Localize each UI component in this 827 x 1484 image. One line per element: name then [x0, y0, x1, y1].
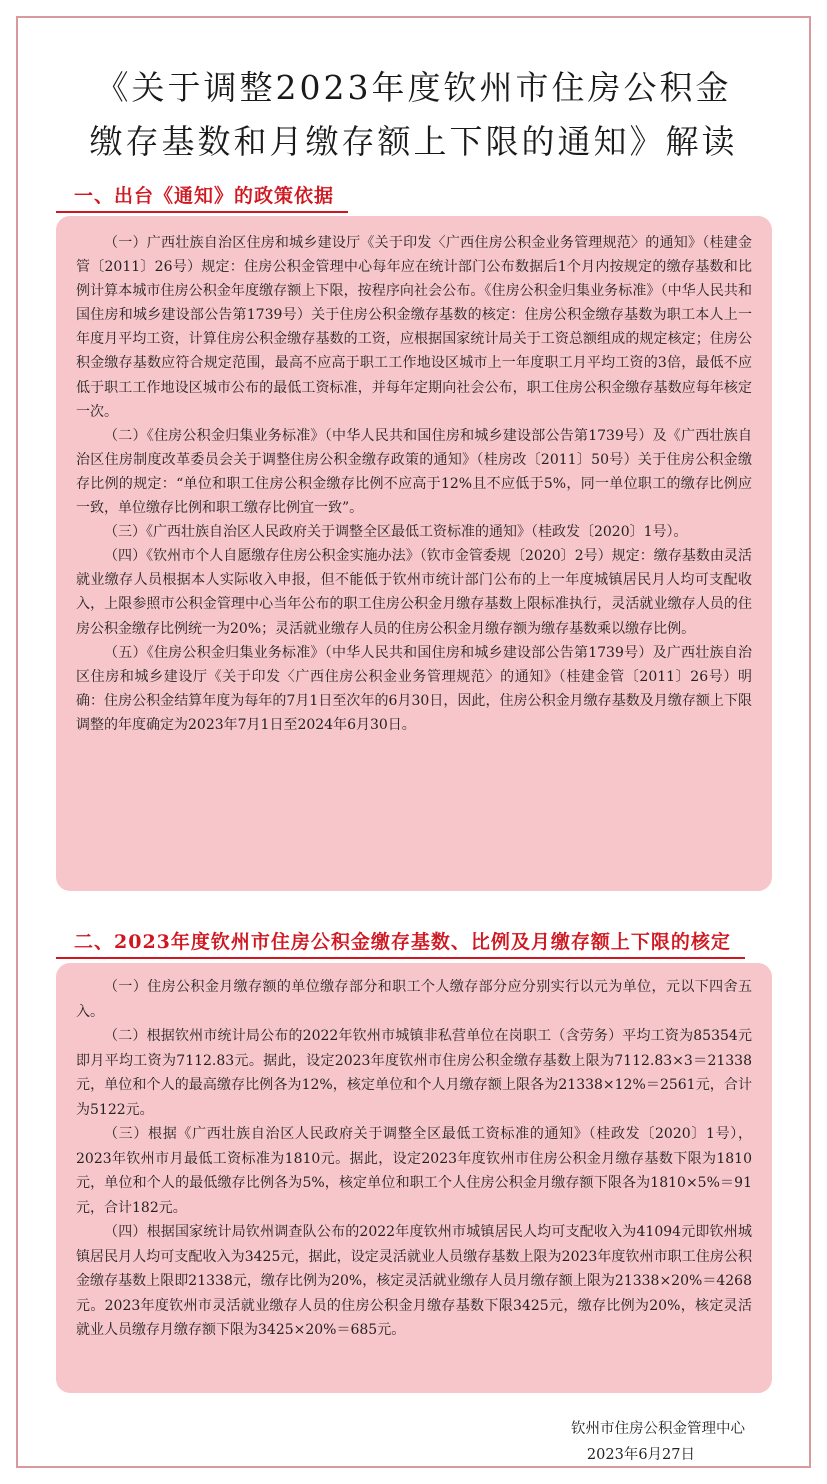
section-1-paragraph-2: （二）《住房公积金归集业务标准》（中华人民共和国住房和城乡建设部公告第1739号）及《广西壮族自治区住房制度改革委员会关于调整住房公积金缴存政策的通知》（桂房改〔2011〕50号）关于住房公积金缴存比例的规定：“单位和职工住房公积金缴存比例不应高于12%且不应低于5%，同一单位职工的缴存比例应一致，单位缴存比例和职工缴存比例宜一致”。	[76, 427, 752, 517]
section-1-panel	[56, 216, 772, 891]
section-2-paragraph-2: （二）根据钦州市统计局公布的2022年钦州市城镇非私营单位在岗职工（含劳务）平均工资为85354元即月平均工资为7112.83元。据此，设定2023年度钦州市住房公积金缴存基数上限为7112.83×3＝21338元，单位和个人的最高缴存比例各为12%，核定单位和个人月缴存额上限各为21338×12%＝2561元，合计为5122元。	[76, 1028, 752, 1118]
section-2-panel	[56, 963, 772, 1393]
section-1-paragraph-3: （三）《广西壮族自治区人民政府关于调整全区最低工资标准的通知》（桂政发〔2020〕1号）。	[104, 524, 688, 541]
document-title-line-1: 《关于调整2023年度钦州市住房公积金	[95, 68, 732, 107]
section-1-heading: 一、出台《通知》的政策依据	[70, 181, 338, 211]
section-1-paragraph-5: （五）《住房公积金归集业务标准》（中华人民共和国住房和城乡建设部公告第1739号）及广西壮族自治区住房和城乡建设厅《关于印发〈广西住房公积金业务管理规范〉的通知》（桂建金管〔2011〕26号）明确：住房公积金结算年度为每年的7月1日至次年的6月30日，因此，住房公积金月缴存基数及月缴存额上下限调整的年度确定为2023年7月1日至2024年6月30日。	[76, 644, 752, 733]
section-2-heading: 二、2023年度钦州市住房公积金缴存基数、比例及月缴存额上下限的核定	[70, 927, 735, 957]
signature-organization: 钦州市住房公积金管理中心	[571, 1421, 745, 1437]
section-1-paragraph-1: （一）广西壮族自治区住房和城乡建设厅《关于印发〈广西住房公积金业务管理规范〉的通知》（桂建金管〔2011〕26号）规定：住房公积金管理中心每年应在统计部门公布数据后1个月内按规定的缴存基数和比例计算本城市住房公积金年度缴存额上下限，按程序向社会公布。《住房公积金归集业务标准》（中华人民共和国住房和城乡建设部公告第1739号）关于住房公积金缴存基数的核定：住房公积金缴存基数为职工本人上一年度月平均工资，计算住房公积金缴存基数的工资，应根据国家统计局关于工资总额组成的规定核定；住房公积金缴存基数应符合规定范围，最高不应高于职工工作地设区城市上一年度职工月平均工资的3倍，最低不应低于职工工作地设区城市公布的最低工资标准，并每年定期向社会公布，职工住房公积金缴存基数应每年核定一次。	[76, 235, 752, 420]
section-1-paragraph-4: （四）《钦州市个人自愿缴存住房公积金实施办法》（钦市金管委规〔2020〕2号）规定：缴存基数由灵活就业缴存人员根据本人实际收入申报，但不能低于钦州市统计部门公布的上一年度城镇居民月人均可支配收入，上限参照市公积金管理中心当年公布的职工住房公积金月缴存基数上限标准执行，灵活就业缴存人员的住房公积金缴存比例统一为20%；灵活就业缴存人员的住房公积金月缴存额为缴存基数乘以缴存比例。	[76, 548, 752, 637]
section-2-paragraph-1: （一）住房公积金月缴存额的单位缴存部分和职工个人缴存部分应分别实行以元为单位，元以下四舍五入。	[76, 979, 752, 1020]
document-title-line-2: 缴存基数和月缴存额上下限的通知》解读	[89, 122, 738, 161]
section-2-paragraph-3: （三）根据《广西壮族自治区人民政府关于调整全区最低工资标准的通知》（桂政发〔2020〕1号），2023年钦州市月最低工资标准为1810元。据此，设定2023年度钦州市住房公积金月缴存基数下限为1810元，单位和个人的最低缴存比例各为5%，核定单位和职工个人住房公积金月缴存额下限各为1810×5%＝91元，合计182元。	[76, 1126, 752, 1216]
signature-date: 2023年6月27日	[586, 1447, 695, 1463]
section-2-paragraph-4: （四）根据国家统计局钦州调查队公布的2022年度钦州市城镇居民人均可支配收入为41094元即钦州城镇居民月人均可支配收入为3425元，据此，设定灵活就业人员缴存基数上限为2023年度钦州市职工住房公积金缴存基数上限即21338元，缴存比例为20%，核定灵活就业缴存人员月缴存额上限为21338×20%＝4268元。2023年度钦州市灵活就业缴存人员的住房公积金月缴存基数下限3425元，缴存比例为20%，核定灵活就业人员缴存月缴存额下限为3425×20%＝685元。	[76, 1224, 752, 1338]
